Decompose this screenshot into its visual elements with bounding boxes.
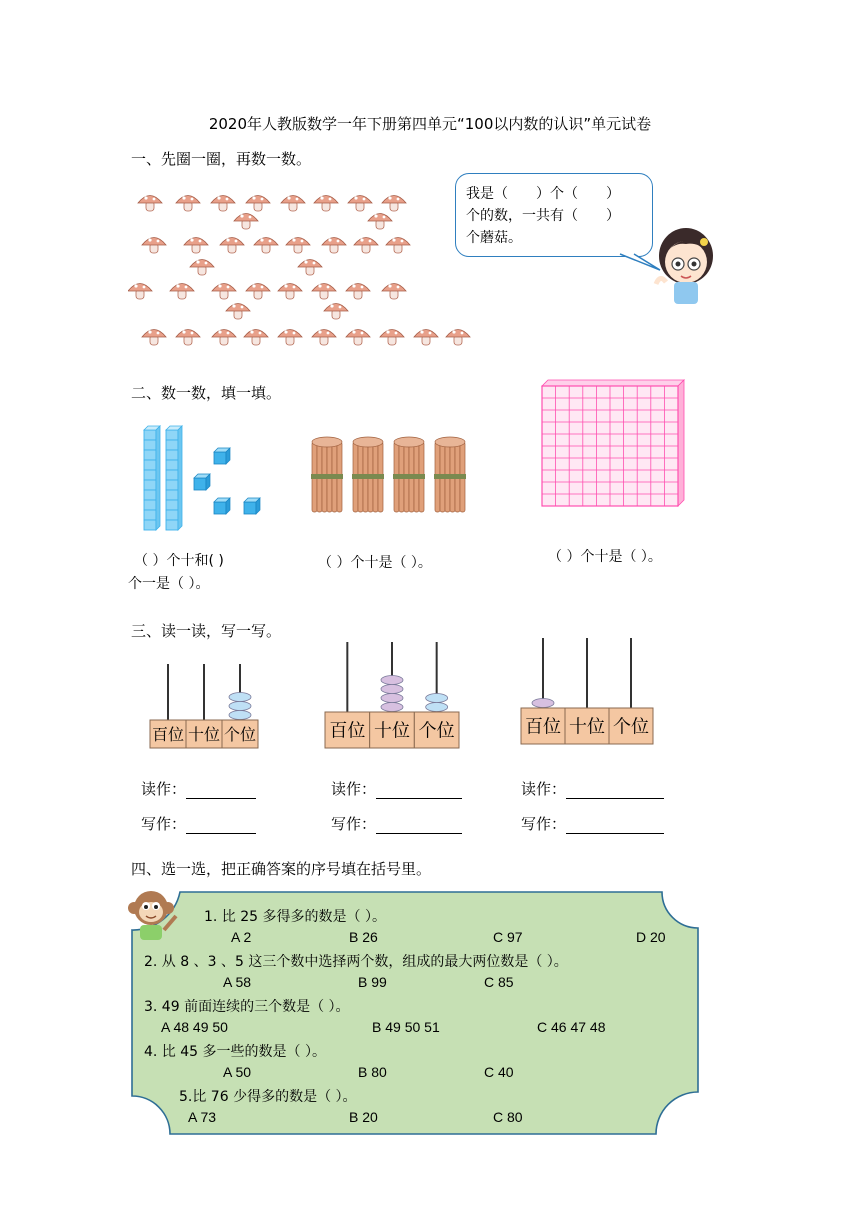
- read-answer-line-3[interactable]: [566, 782, 664, 799]
- mushroom-icon: [386, 238, 410, 254]
- write-row-3: [521, 813, 664, 834]
- mushroom-icon: [322, 238, 346, 254]
- abacus-bead: [426, 694, 448, 703]
- mushroom-icon: [176, 196, 200, 212]
- q4-option-b[interactable]: B 80: [358, 1064, 387, 1080]
- mushroom-icon: [348, 196, 372, 212]
- q3-option-b[interactable]: B 49 50 51: [372, 1019, 440, 1035]
- mushroom-icon: [368, 214, 392, 230]
- question-2-stem: 2. 从 8 、3 、5 这三个数中选择两个数，组成的最大两位数是（ ）。: [144, 954, 568, 970]
- unit-cube: [194, 474, 210, 490]
- read-label: 读作：: [521, 780, 567, 798]
- q4-option-c[interactable]: C 40: [484, 1064, 514, 1080]
- mushroom-icon: [312, 330, 336, 346]
- mushroom-icon: [278, 330, 302, 346]
- mushroom-icon: [190, 260, 214, 276]
- mushroom-icon: [346, 330, 370, 346]
- bubble-text: [466, 183, 620, 249]
- q1-option-c[interactable]: C 97: [493, 929, 523, 945]
- q3-option-a[interactable]: A 48 49 50: [161, 1019, 228, 1035]
- question-4-stem: 4. 比 45 多一些的数是（ ）。: [144, 1044, 326, 1060]
- mushroom-icon: [314, 196, 338, 212]
- abacus-place-label: 个位: [223, 724, 257, 744]
- section-4-heading: 四、选一选，把正确答案的序号填在括号里。: [131, 860, 432, 878]
- mushroom-icon: [212, 284, 236, 300]
- mushroom-icon: [176, 330, 200, 346]
- mushroom-icon: [312, 284, 336, 300]
- abacus-bead: [381, 685, 403, 694]
- stick-bundle: [434, 437, 466, 512]
- write-label: 写作：: [521, 815, 567, 833]
- read-row-3: [521, 778, 664, 799]
- abacus-3: [519, 636, 655, 750]
- mushroom-icon: [382, 196, 406, 212]
- q5-option-a[interactable]: A 73: [188, 1109, 217, 1125]
- girl-illustration: [652, 218, 718, 306]
- mushroom-icon: [246, 284, 270, 300]
- page-title: 2020年人教版数学一年下册第四单元“100以内数的认识”单元试卷: [208, 115, 652, 133]
- q1-option-a[interactable]: A 2: [231, 929, 252, 945]
- abacus-place-label: 十位: [187, 724, 221, 744]
- abacus-bead: [426, 703, 448, 712]
- mushroom-icon: [246, 196, 270, 212]
- stick-bundle: [311, 437, 343, 512]
- write-row-1: [141, 813, 256, 834]
- abacus-bead: [532, 699, 554, 708]
- read-row-2: [331, 778, 462, 799]
- mushroom-icon: [278, 284, 302, 300]
- abacus-2: [323, 640, 461, 752]
- question-5-stem: 5.比 76 少得多的数是（ ）。: [179, 1089, 357, 1105]
- mushroom-icon: [184, 238, 208, 254]
- mushroom-icon: [220, 238, 244, 254]
- monkey-illustration: [126, 886, 182, 942]
- bubble-line-2: 个的数，一共有（ ）: [466, 208, 620, 224]
- q5-option-b[interactable]: B 20: [349, 1109, 378, 1125]
- tens-rod: [144, 426, 160, 530]
- write-label: 写作：: [141, 815, 187, 833]
- read-answer-line-1[interactable]: [186, 782, 256, 799]
- unit-cube: [214, 448, 230, 464]
- abacus-place-label: 百位: [525, 716, 561, 738]
- mushroom-icon: [244, 330, 268, 346]
- mushroom-icon: [286, 238, 310, 254]
- stick-bundle: [393, 437, 425, 512]
- count-caption-3: （ ）个十是（ ）。: [548, 549, 662, 565]
- q5-option-c[interactable]: C 80: [493, 1109, 523, 1125]
- q2-option-b[interactable]: B 99: [358, 974, 387, 990]
- hundred-grid: [538, 378, 694, 510]
- mushroom-icon: [324, 304, 348, 320]
- mushroom-icon: [170, 284, 194, 300]
- q2-option-a[interactable]: A 58: [223, 974, 252, 990]
- tens-rod: [166, 426, 182, 530]
- mushroom-icon: [142, 330, 166, 346]
- unit-cube: [214, 498, 230, 514]
- mushroom-icon: [138, 196, 162, 212]
- bubble-line-1: 我是（ ）个（ ）: [466, 186, 620, 202]
- q4-option-a[interactable]: A 50: [223, 1064, 252, 1080]
- mushroom-icon: [446, 330, 470, 346]
- abacus-bead: [381, 694, 403, 703]
- mushroom-icon: [298, 260, 322, 276]
- mushroom-icon: [142, 238, 166, 254]
- write-answer-line-2[interactable]: [376, 817, 462, 834]
- mushroom-icon: [254, 238, 278, 254]
- mushroom-icon: [354, 238, 378, 254]
- abacus-1: [148, 660, 260, 752]
- mushroom-icon: [414, 330, 438, 346]
- read-label: 读作：: [141, 780, 187, 798]
- bubble-line-3: 个蘑菇。: [466, 230, 522, 246]
- count-caption-1a: （ ）个十和( ): [134, 553, 224, 569]
- abacus-place-label: 个位: [613, 716, 649, 738]
- mushroom-field: [128, 186, 478, 354]
- stick-bundle: [352, 437, 384, 512]
- abacus-bead: [229, 711, 251, 720]
- abacus-place-label: 十位: [374, 720, 410, 742]
- q2-option-c[interactable]: C 85: [484, 974, 514, 990]
- grid-cells: [542, 380, 684, 506]
- count-caption-1b: 个一是（ ）。: [128, 576, 210, 592]
- abacus-bead: [229, 702, 251, 711]
- mushroom-icon: [234, 214, 258, 230]
- question-3-stem: 3. 49 前面连续的三个数是（ ）。: [144, 999, 350, 1015]
- mushroom-icon: [382, 284, 406, 300]
- mushroom-icon: [128, 284, 152, 300]
- abacus-bead: [229, 693, 251, 702]
- mushroom-icon: [281, 196, 305, 212]
- mushroom-icon: [226, 304, 250, 320]
- read-label: 读作：: [331, 780, 377, 798]
- abacus-bead: [381, 703, 403, 712]
- abacus-place-label: 十位: [569, 716, 605, 738]
- section-2-heading: 二、数一数，填一填。: [131, 384, 282, 402]
- unit-cube: [244, 498, 260, 514]
- abacus-place-label: 个位: [418, 720, 455, 742]
- mushroom-icon: [380, 330, 404, 346]
- q3-option-c[interactable]: C 46 47 48: [537, 1019, 606, 1035]
- abacus-place-label: 百位: [329, 720, 366, 742]
- write-label: 写作：: [331, 815, 377, 833]
- write-answer-line-3[interactable]: [566, 817, 664, 834]
- q1-option-d[interactable]: D 20: [636, 929, 666, 945]
- read-answer-line-2[interactable]: [376, 782, 462, 799]
- abacus-place-label: 百位: [151, 724, 185, 744]
- mushroom-icon: [346, 284, 370, 300]
- section-1-heading: 一、先圈一圈，再数一数。: [131, 150, 312, 168]
- tens-rods-and-cubes: [136, 424, 266, 536]
- q1-option-b[interactable]: B 26: [349, 929, 378, 945]
- abacus-bead: [381, 676, 403, 685]
- mushroom-icon: [211, 196, 235, 212]
- question-1-stem: 1. 比 25 多得多的数是（ ）。: [204, 909, 386, 925]
- count-caption-2: （ ）个十是（ ）。: [318, 555, 432, 571]
- write-row-2: [331, 813, 462, 834]
- stick-bundles: [310, 434, 472, 516]
- section-3-heading: 三、读一读，写一写。: [131, 622, 282, 640]
- write-answer-line-1[interactable]: [186, 817, 256, 834]
- read-row-1: [141, 778, 256, 799]
- mushroom-icon: [212, 330, 236, 346]
